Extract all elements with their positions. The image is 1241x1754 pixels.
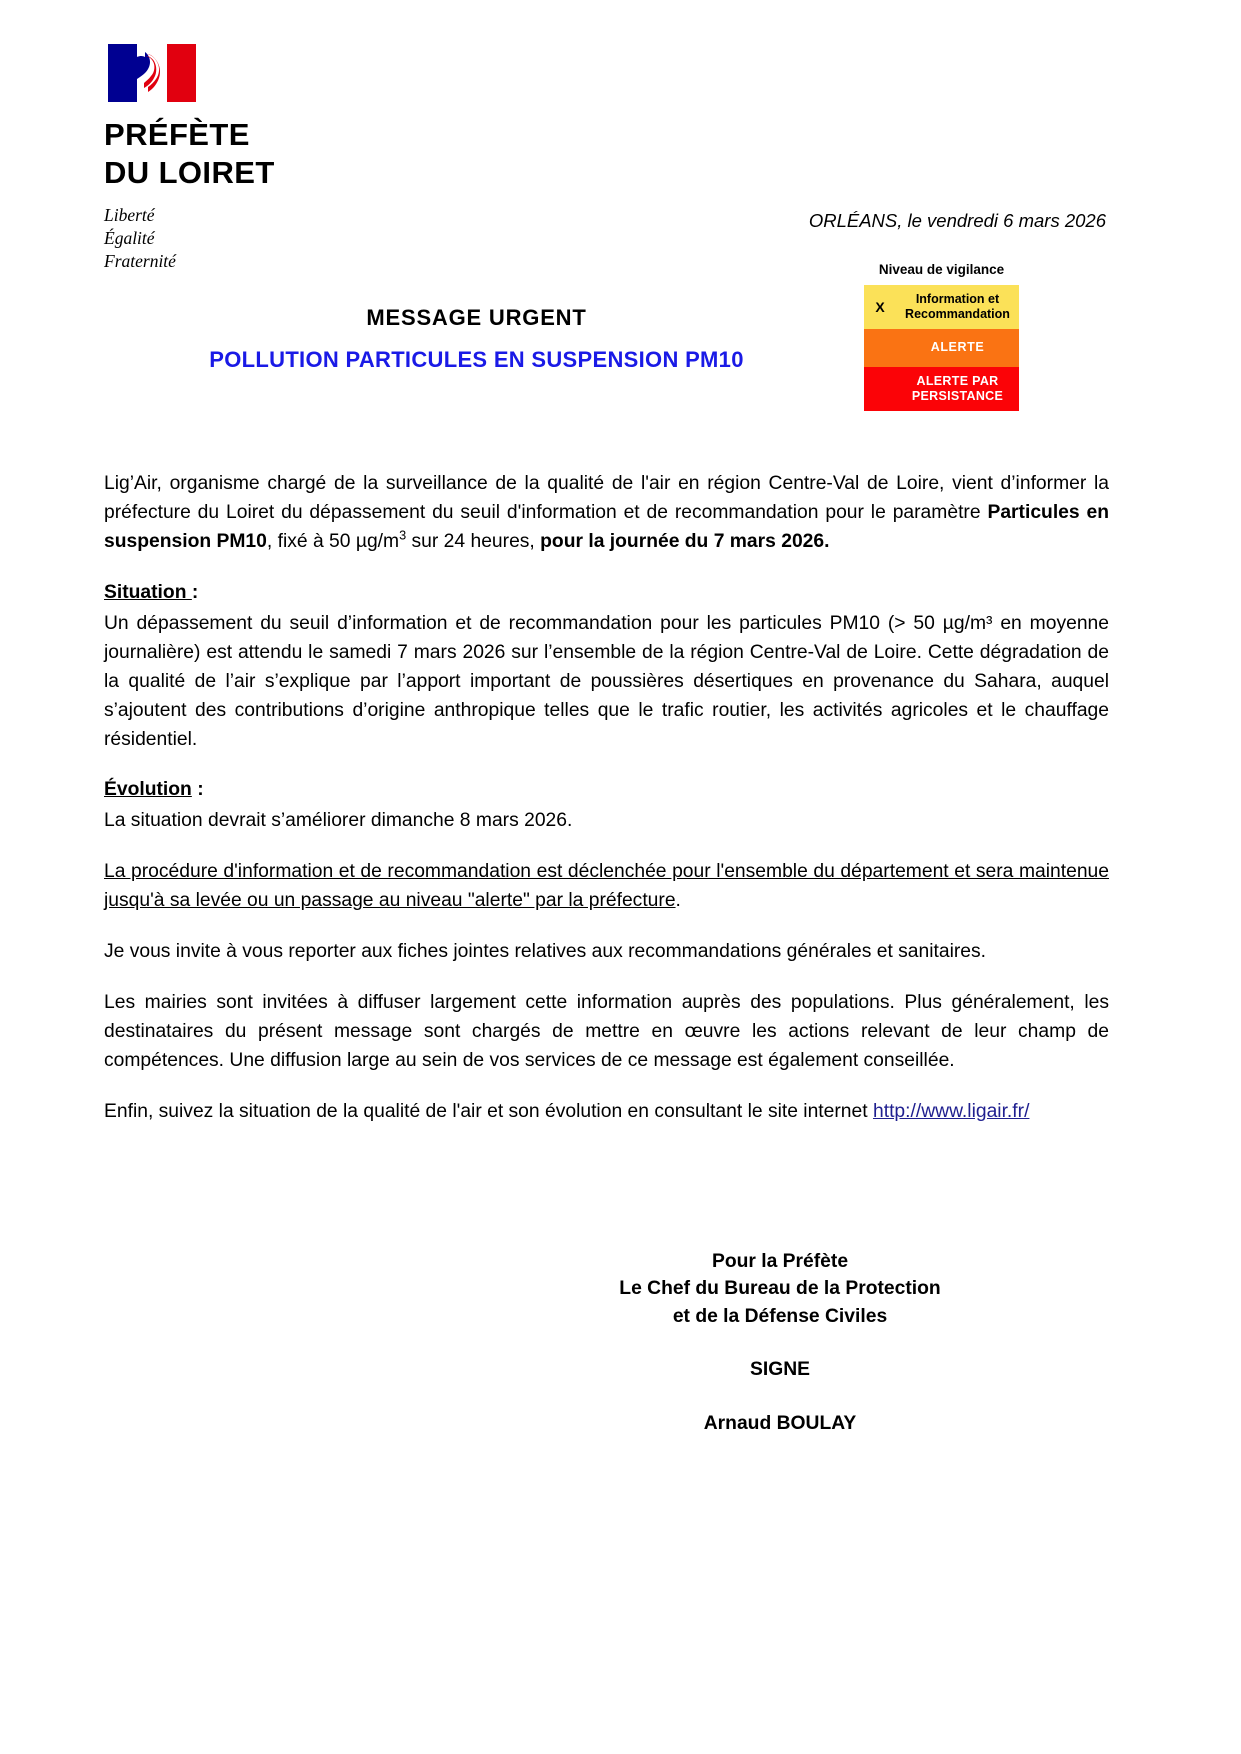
- website-intro-text: Enfin, suivez la situation de la qualité de l'air et son évolution en consultant le site internet: [104, 1100, 873, 1122]
- french-flag-marianne-icon: [108, 44, 196, 102]
- procedure-underlined-text: La procédure d'information et de recommandation est déclenchée pour l'ensemble du département et sera maintenue jusqu'à sa levée ou un passage au niveau "alerte" par la préfecture: [104, 861, 1109, 912]
- vigilance-label-information: Information et Recommandation: [905, 291, 1010, 321]
- intro-text-part1: Lig’Air, organisme chargé de la surveillance de la qualité de l'air en région Centre-Val de Loire, vient d’informer la préfecture du Loiret du dépassement du seuil d'information et de recommandation pour le paramètre: [104, 473, 1109, 523]
- cubic-exponent: 3: [399, 527, 407, 543]
- vigilance-label-alerte-persistance: ALERTE PAR PERSISTANCE: [911, 373, 1004, 403]
- ligair-website-link[interactable]: http://www.ligair.fr/: [872, 1100, 1030, 1122]
- vigilance-marker-alerte: [864, 329, 896, 367]
- situation-paragraph: Un dépassement du seuil d’information et de recommandation pour les particules PM10 (> 50 µg/m³ en moyenne journalière) est attendu le samedi 7 mars 2026 sur l’ensemble de la région Centre-Val de Loire. Cette dégradation de la qualité de l’air s’explique par l’apport important de poussières désertiques en provenance du Sahara, auquel s’ajoutent des contributions d’origine anthropique telles que le trafic routier, les activités agricoles et le chauffage résidentiel.: [104, 612, 1109, 750]
- signature-line-1: Pour la Préfète: [711, 1251, 849, 1272]
- vigilance-row-information: [864, 285, 1019, 329]
- situation-heading-colon: :: [191, 581, 199, 603]
- procedure-period: .: [675, 890, 681, 912]
- authority-line-1: PRÉFÈTE: [104, 117, 250, 152]
- flag-white-band: [137, 44, 166, 102]
- document-date: ORLÉANS, le vendredi 6 mars 2026: [808, 210, 1106, 231]
- vigilance-row-alerte: [864, 329, 1019, 367]
- document-body: [104, 470, 1109, 1149]
- republic-motto: [104, 204, 424, 273]
- evolution-heading-text: Évolution: [104, 779, 192, 801]
- procedure-paragraph: [104, 858, 1109, 916]
- intro-day-bold: pour la journée du 7 mars 2026.: [540, 530, 830, 552]
- situation-heading-text: Situation: [104, 581, 192, 603]
- evolution-heading-colon: :: [191, 779, 204, 801]
- section-heading-situation: [104, 579, 1109, 608]
- motto-fraternite: Fraternité: [104, 250, 176, 271]
- motto-egalite: Égalité: [104, 227, 155, 248]
- evolution-paragraph: La situation devrait s’améliorer dimanche 8 mars 2026.: [104, 810, 573, 832]
- signature-line-3: et de la Défense Civiles: [672, 1305, 888, 1327]
- mairies-paragraph: Les mairies sont invitées à diffuser largement cette information auprès des populations. Plus généralement, les destinataires du présent message sont chargés de mettre en œuvre les actions relevant de leur champ de compétences. Une diffusion large au sein de vos services de ce message est également conseillée.: [104, 992, 1109, 1071]
- republic-logo-block: [104, 44, 424, 273]
- section-heading-evolution: [104, 776, 1109, 805]
- signature-name: Arnaud BOULAY: [703, 1412, 857, 1434]
- intro-text-part2: , fixé à 50 µg/m: [266, 530, 400, 552]
- signature-spacer-1: [560, 1330, 1000, 1356]
- fiches-paragraph: Je vous invite à vous reporter aux fiches jointes relatives aux recommandations générales et sanitaires.: [104, 941, 987, 963]
- vigilance-row-alerte-persistance: [864, 367, 1019, 411]
- intro-parameter-bold: Particules en suspension PM10: [104, 501, 1109, 552]
- vigilance-selected-marker: X: [875, 299, 885, 315]
- vigilance-level-table: [864, 262, 1019, 411]
- signature-line-2: Le Chef du Bureau de la Protection: [619, 1278, 941, 1300]
- page-title: MESSAGE URGENT: [366, 305, 587, 330]
- signature-block: [560, 1248, 1000, 1437]
- website-paragraph: [104, 1098, 1109, 1127]
- document-title-block: [104, 305, 849, 373]
- intro-paragraph: [104, 470, 1109, 557]
- marianne-profile-icon: [117, 48, 173, 98]
- signature-spacer-2: [560, 1384, 1000, 1410]
- signature-signe: SIGNE: [750, 1359, 810, 1381]
- vigilance-marker-persistance: [864, 367, 896, 411]
- vigilance-label-alerte: ALERTE: [930, 340, 985, 355]
- authority-line-2: DU LOIRET: [104, 154, 275, 190]
- page-subtitle: POLLUTION PARTICULES EN SUSPENSION PM10: [209, 347, 744, 372]
- vigilance-caption: Niveau de vigilance: [878, 262, 1005, 277]
- intro-text-part3: sur 24 heures,: [406, 530, 541, 552]
- motto-liberte: Liberté: [104, 204, 155, 225]
